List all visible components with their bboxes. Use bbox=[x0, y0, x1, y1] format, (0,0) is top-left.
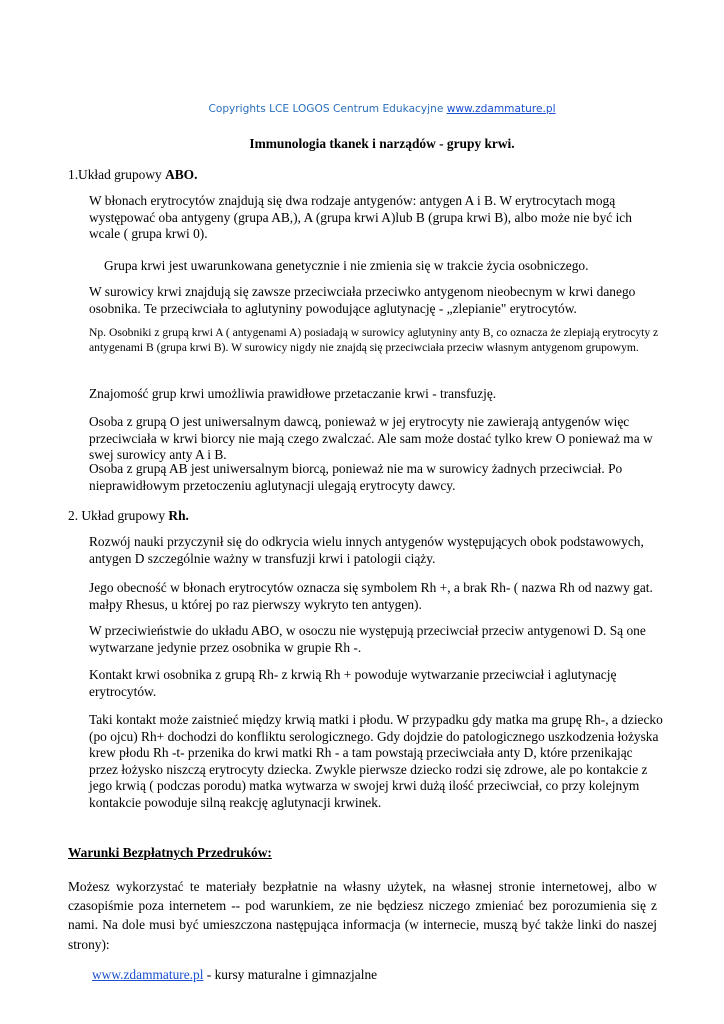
abo-paragraph-transfusion: Znajomość grup krwi umożliwia prawidłowe przetaczanie krwi - transfuzję. bbox=[89, 386, 497, 401]
abo-paragraph-universal-donor: Osoba z grupą O jest uniwersalnym dawcą, ponieważ w jej erytrocyty nie zawierają antygenów więc przeciwciała w krwi biorcy nie mają czego zwalczać. Ale sam może dostać tylko krew O ponieważ ma w swej surowicy anty A i B. bbox=[89, 414, 653, 463]
rh-paragraph-discovery: Rozwój nauki przyczynił się do odkrycia wielu innych antygenów występujących obok podstawowych, antygen D szczególnie ważny w transfuzji krwi i patologii ciąży. bbox=[89, 534, 644, 566]
reprint-terms-heading: Warunki Bezpłatnych Przedruków: bbox=[68, 845, 272, 860]
abo-paragraph-agglutinins: W surowicy krwi znajdują się zawsze przeciwciała przeciwko antygenom nieobecnym w krwi danego osobnika. Te przeciwciała to aglutyniny powodujące aglutynację - „zlepianie" erytrocytów. bbox=[89, 284, 636, 316]
section-abo-heading-prefix: 1.Układ grupowy bbox=[68, 167, 166, 182]
section-abo-heading-bold: ABO. bbox=[165, 167, 198, 182]
rh-paragraph-conflict: Taki kontakt może zaistnieć między krwią matki i płodu. W przypadku gdy matka ma grupę Rh-, a dziecko (po ojcu) Rh+ dochodzi do konfliktu serologicznego. Gdy dojdzie do patologicznego uszkodzenia łożyska krew płodu Rh -t- przenika do krwi matki Rh - a tam powstają przeciwciała anty D, które przenikając przez łożysko niszczą erytrocyty dziecka. Zwykle pierwsze dziecko rodzi się zdrowe, ale po kontakcie z jego krwią ( podczas porodu) matka wytwarza w swojej krwi dużą ilość przeciwciał, co przy kolejnym kontakcie powoduje silną reakcję aglutynacji krwinek. bbox=[89, 712, 663, 810]
abo-paragraph-antigens: W błonach erytrocytów znajdują się dwa rodzaje antygenów: antygen A i B. W erytrocytach mogą występować oba antygeny (grupa AB,), A (grupa krwi A)lub B (grupa krwi B), albo może nie być ich wcale ( grupa krwi 0). bbox=[89, 193, 632, 242]
footer-link[interactable]: www.zdammature.pl bbox=[92, 967, 204, 982]
copyright-line bbox=[0, 103, 724, 115]
reprint-terms-text: Możesz wykorzystać te materiały bezpłatnie na własny użytek, na własnej stronie internetowej, albo w czasopiśmie poza internetem -- pod warunkiem, ze nie będziesz niczego zmieniać bez porozumienia się z nami. Na dole musi być umieszczona następująca informacja (w internecie, muszą być także linki do naszej strony): bbox=[68, 879, 657, 952]
section-rh-heading bbox=[68, 508, 189, 524]
section-rh-heading-bold: Rh. bbox=[168, 508, 189, 523]
rh-paragraph-plasma: W przeciwieństwie do układu ABO, w osoczu nie występują przeciwciał przeciw antygenowi D. Są one wytwarzane jedynie przez osobnika w grupie Rh -. bbox=[89, 623, 646, 655]
abo-paragraph-universal-recipient: Osoba z grupą AB jest uniwersalnym biorcą, ponieważ nie ma w surowicy żadnych przeciwciał. Po nieprawidłowym przetoczeniu aglutynacji ulegają erytrocyty dawcy. bbox=[89, 461, 623, 493]
section-rh-heading-prefix: 2. Układ grupowy bbox=[68, 508, 169, 523]
rh-paragraph-symbol: Jego obecność w błonach erytrocytów oznacza się symbolem Rh +, a brak Rh- ( nazwa Rh od nazwy gat. małpy Rhesus, u której po raz pierwszy wykryto ten antygen). bbox=[89, 580, 653, 612]
footer-line bbox=[92, 967, 377, 983]
copyright-link[interactable]: www.zdammature.pl bbox=[446, 103, 556, 115]
section-abo-heading bbox=[68, 167, 197, 183]
document-title: Immunologia tkanek i narządów - grupy krwi. bbox=[249, 136, 515, 151]
footer-suffix: - kursy maturalne i gimnazjalne bbox=[203, 967, 378, 982]
copyright-text: Copyrights LCE LOGOS Centrum Edukacyjne bbox=[208, 103, 447, 115]
abo-paragraph-genetics: Grupa krwi jest uwarunkowana genetycznie i nie zmienia się w trakcie życia osobniczego. bbox=[104, 258, 589, 273]
rh-paragraph-contact: Kontakt krwi osobnika z grupą Rh- z krwią Rh + powoduje wytwarzanie przeciwciał i aglutynację erytrocytów. bbox=[89, 667, 617, 699]
abo-paragraph-example: Np. Osobniki z grupą krwi A ( antygenami A) posiadają w surowicy aglutyniny anty B, co oznacza że zlepiają erytrocyty z antygenami B (grupa krwi B). W surowicy nigdy nie znajdą się przeciwciała przeciw własnym antygenom grupowym. bbox=[89, 326, 659, 355]
